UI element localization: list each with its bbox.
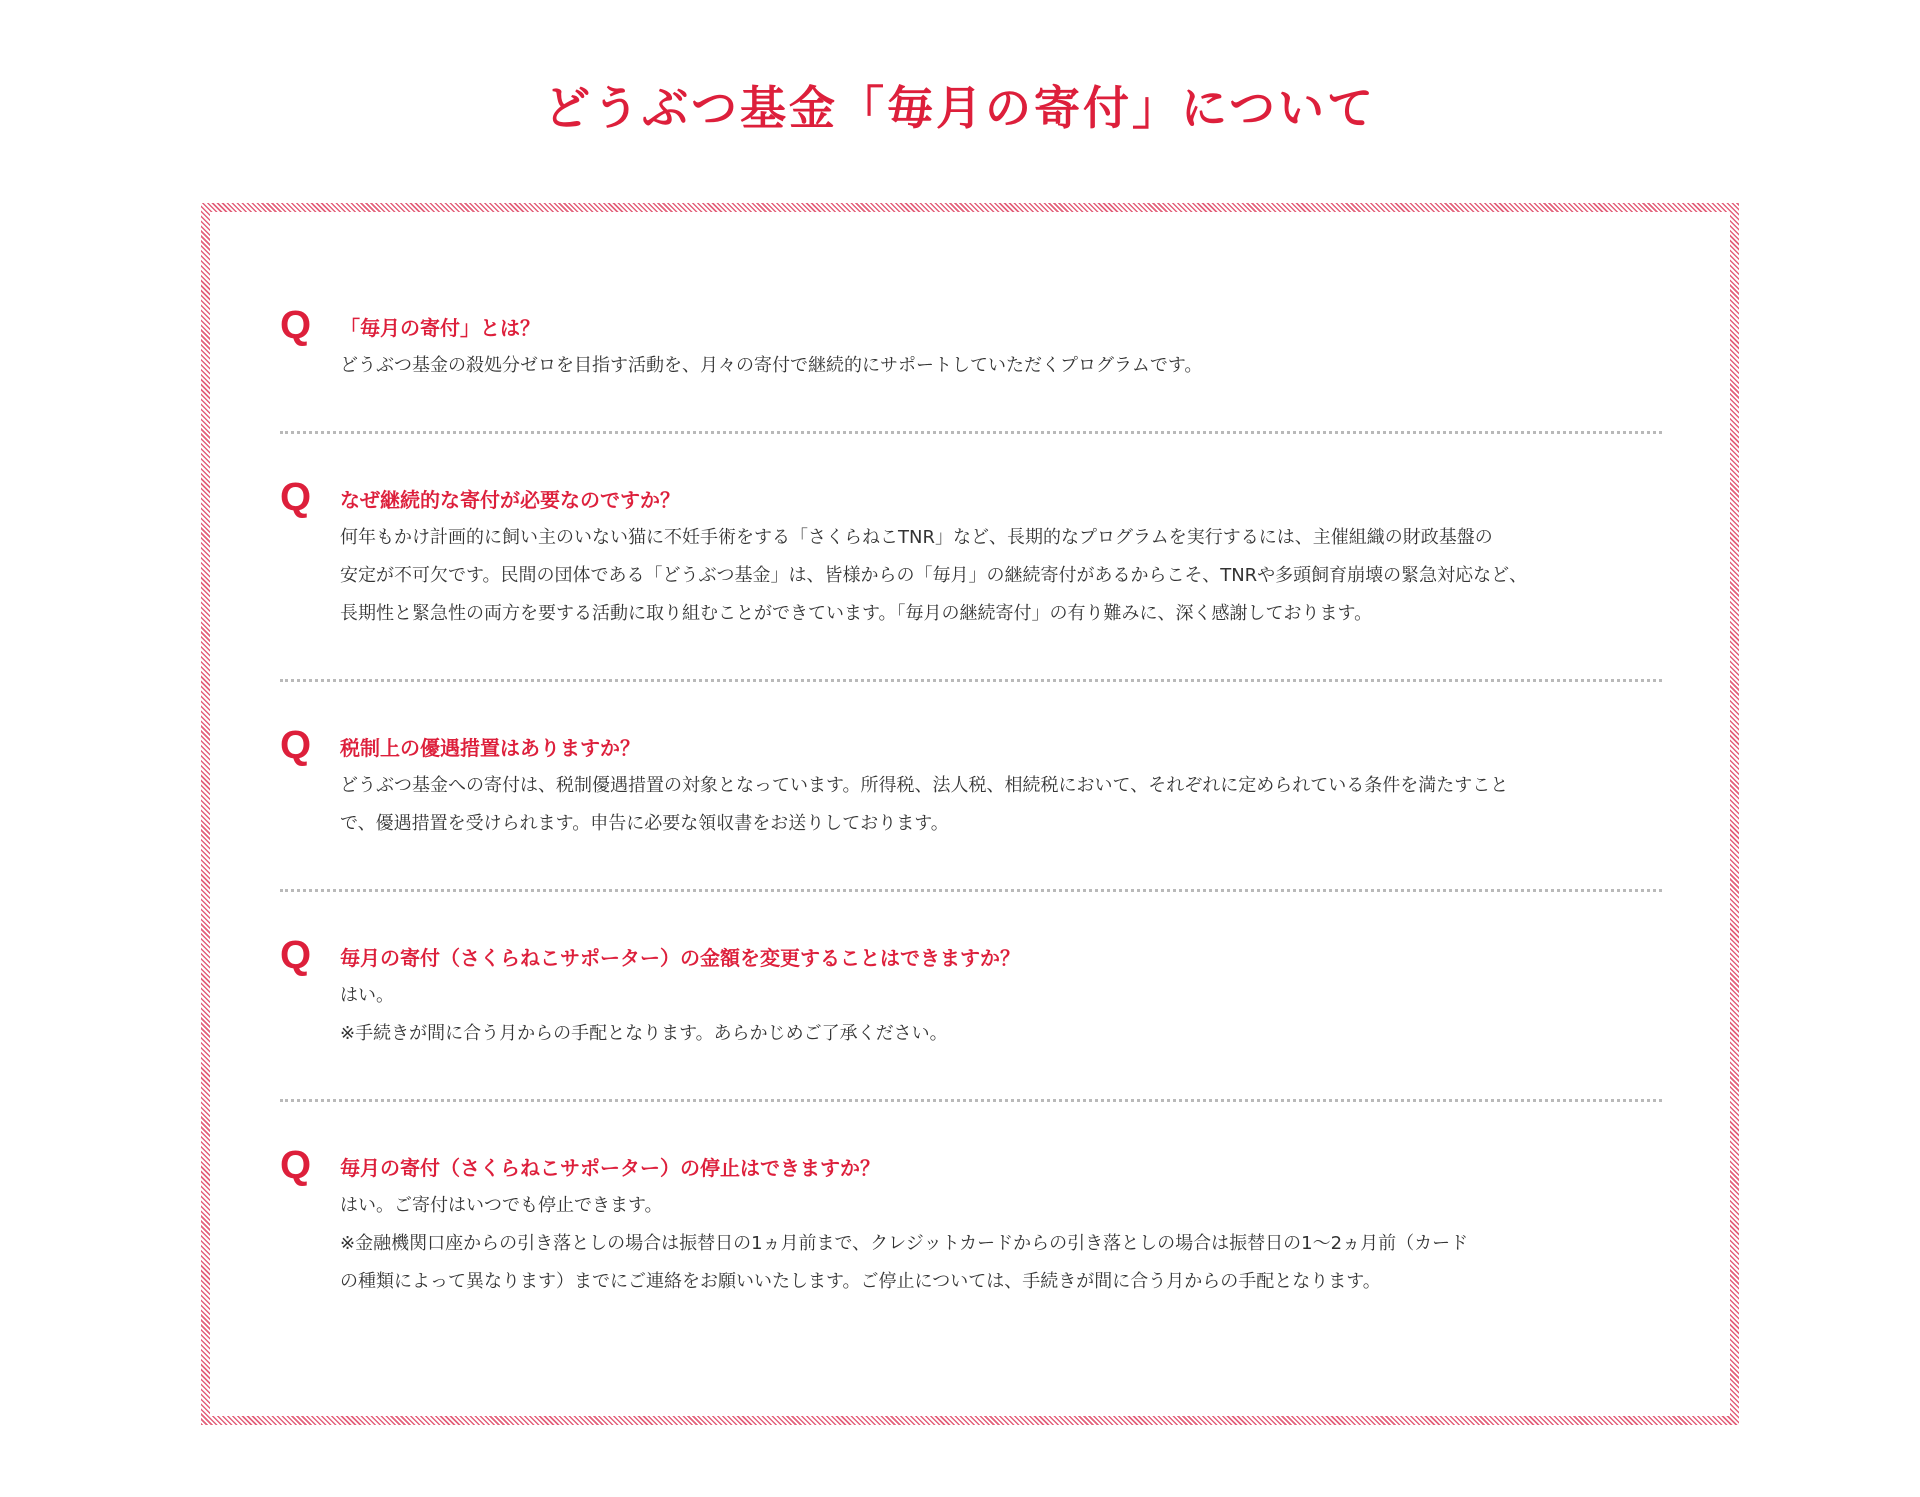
faq-answer-line: 長期性と緊急性の両方を要する活動に取り組むことができています。「毎月の継続寄付」の有り難みに、深く感謝しております。 xyxy=(340,603,1373,624)
faq-question: 税制上の優遇措置はありますか？ xyxy=(340,736,640,760)
faq-item-stop-donation xyxy=(280,1143,1662,1301)
faq-answer-line: どうぶつ基金の殺処分ゼロを目指す活動を、月々の寄付で継続的にサポートしていただくプログラムです。 xyxy=(340,355,1203,376)
faq-item-what-is-monthly xyxy=(280,303,1662,434)
faq-answer-line: はい。 xyxy=(340,985,394,1006)
q-mark-icon: Q xyxy=(280,1143,312,1187)
q-mark-icon: Q xyxy=(280,475,312,519)
faq-item-change-amount xyxy=(280,933,1662,1102)
faq-answer-line: 安定が不可欠です。民間の団体である「どうぶつ基金」は、皆様からの「毎月」の継続寄付があるからこそ、TNRや多頭飼育崩壊の緊急対応など、 xyxy=(340,565,1528,586)
faq-frame xyxy=(201,203,1739,1425)
faq-question: 毎月の寄付（さくらねこサポーター）の停止はできますか？ xyxy=(340,1156,880,1180)
faq-question: 「毎月の寄付」とは？ xyxy=(340,316,540,340)
faq-answer-line: の種類によって異なります）までにご連絡をお願いいたします。ご停止については、手続きが間に合う月からの手配となります。 xyxy=(340,1271,1381,1292)
faq-answer-line: どうぶつ基金への寄付は、税制優遇措置の対象となっています。所得税、法人税、相続税において、それぞれに定められている条件を満たすこと xyxy=(340,775,1509,796)
faq-item-why-continuous xyxy=(280,475,1662,682)
faq-list xyxy=(280,303,1662,1301)
faq-question: 毎月の寄付（さくらねこサポーター）の金額を変更することはできますか？ xyxy=(340,946,1020,970)
page-title: どうぶつ基金「毎月の寄付」について xyxy=(543,81,1377,135)
faq-answer-line: はい。ご寄付はいつでも停止できます。 xyxy=(340,1195,663,1216)
q-mark-icon: Q xyxy=(280,933,312,977)
faq-item-tax-benefits xyxy=(280,723,1662,892)
faq-panel xyxy=(210,212,1730,1416)
q-mark-icon: Q xyxy=(280,723,312,767)
faq-answer-line: 何年もかけ計画的に飼い主のいない猫に不妊手術をする「さくらねこTNR」など、長期的なプログラムを実行するには、主催組織の財政基盤の xyxy=(340,527,1493,548)
q-mark-icon: Q xyxy=(280,303,312,347)
faq-answer-line: ※手続きが間に合う月からの手配となります。あらかじめご了承ください。 xyxy=(340,1023,948,1044)
faq-answer-line: ※金融機関口座からの引き落としの場合は振替日の1ヵ月前まで、クレジットカードからの引き落としの場合は振替日の1〜2ヵ月前（カード xyxy=(340,1233,1469,1254)
faq-answer-line: で、優遇措置を受けられます。申告に必要な領収書をお送りしております。 xyxy=(340,813,949,834)
faq-question: なぜ継続的な寄付が必要なのですか？ xyxy=(340,488,680,512)
